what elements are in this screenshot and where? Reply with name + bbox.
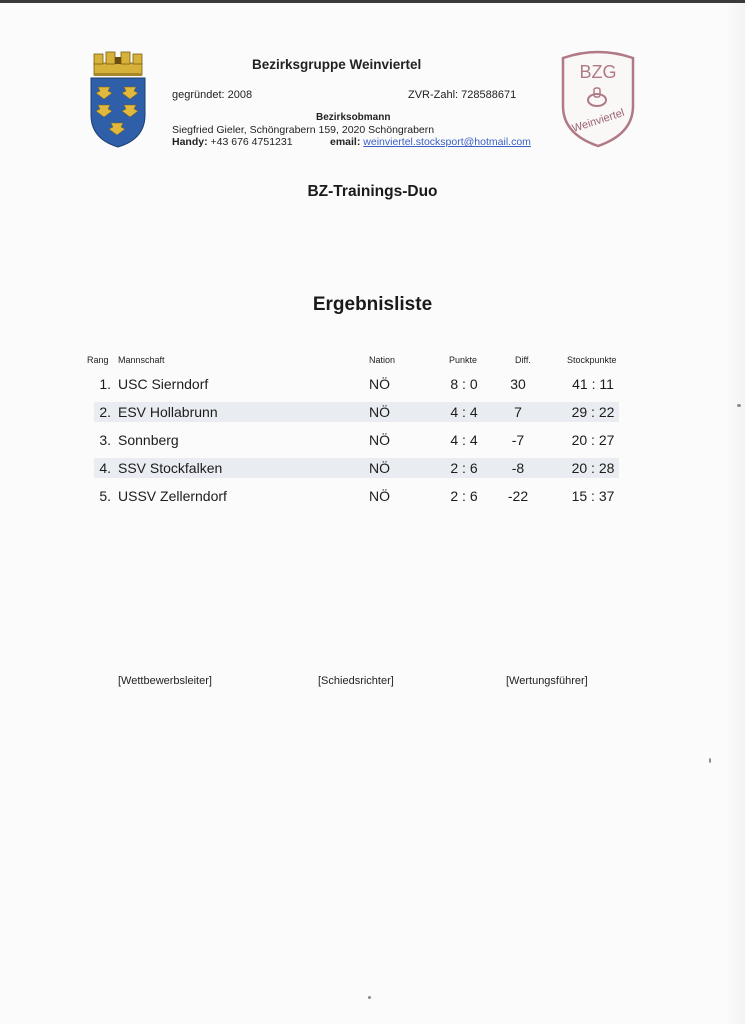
bzg-logo-text: BZG — [579, 62, 617, 82]
phone-number: +43 676 4751231 — [210, 136, 293, 148]
row-stockpunkte: 41 : 11 — [572, 376, 614, 392]
row-rank: 1. — [99, 376, 111, 392]
coat-of-arms-logo — [88, 49, 148, 149]
row-nation: NÖ — [369, 460, 390, 476]
row-team: ESV Hollabrunn — [118, 404, 218, 420]
founded-year: gegründet: 2008 — [172, 89, 253, 101]
results-list-title: Ergebnisliste — [312, 294, 433, 315]
table-row — [94, 374, 619, 394]
phone-line — [172, 136, 293, 148]
row-team: USC Sierndorf — [118, 376, 209, 392]
obmann-heading: Bezirksobmann — [316, 112, 391, 123]
col-header-team: Mannschaft — [118, 355, 165, 365]
scan-speck — [709, 758, 711, 763]
event-title: BZ-Trainings-Duo — [307, 183, 438, 200]
scan-right-edge — [725, 0, 745, 1024]
email-link[interactable]: weinviertel.stocksport@hotmail.com — [363, 136, 531, 148]
bzg-weinviertel-logo — [557, 48, 639, 150]
row-nation: NÖ — [369, 376, 390, 392]
row-stockpunkte: 20 : 27 — [571, 432, 615, 448]
row-rank: 2. — [99, 404, 111, 420]
signature-referee: [Schiedsrichter] — [318, 675, 394, 687]
col-header-punkte: Punkte — [449, 355, 478, 365]
row-rank: 5. — [99, 488, 111, 504]
row-punkte: 4 : 4 — [450, 404, 478, 420]
row-diff: 30 — [510, 376, 526, 392]
row-diff: -7 — [511, 432, 525, 448]
row-rank: 4. — [99, 460, 111, 476]
bzg-logo-subtext: Weinviertel — [570, 106, 626, 136]
table-row — [94, 486, 619, 506]
row-stockpunkte: 29 : 22 — [571, 404, 615, 420]
row-stockpunkte: 15 : 37 — [571, 488, 615, 504]
row-team: USSV Zellerndorf — [118, 488, 227, 504]
row-team: Sonnberg — [118, 432, 179, 448]
row-nation: NÖ — [369, 488, 390, 504]
scan-speck — [368, 996, 371, 999]
signature-scorekeeper: [Wertungsführer] — [506, 675, 588, 687]
table-row — [94, 458, 619, 478]
signature-competition-leader: [Wettbewerbsleiter] — [118, 675, 212, 687]
row-punkte: 2 : 6 — [450, 460, 478, 476]
organization-title: Bezirksgruppe Weinviertel — [252, 57, 422, 72]
row-diff: -8 — [511, 460, 525, 476]
row-rank: 3. — [99, 432, 111, 448]
row-punkte: 4 : 4 — [450, 432, 478, 448]
zvr-number: ZVR-Zahl: 728588671 — [408, 89, 517, 101]
col-header-diff: Diff. — [515, 355, 531, 365]
row-team: SSV Stockfalken — [118, 460, 223, 476]
row-punkte: 8 : 0 — [450, 376, 478, 392]
obmann-address: Siegfried Gieler, Schöngrabern 159, 2020 Schöngrabern — [172, 124, 435, 136]
email-line — [330, 136, 531, 148]
col-header-stockpunkte: Stockpunkte — [567, 355, 617, 365]
row-nation: NÖ — [369, 432, 390, 448]
row-stockpunkte: 20 : 28 — [571, 460, 615, 476]
row-diff: -22 — [507, 488, 529, 504]
phone-label: Handy: — [172, 136, 208, 148]
scan-speck — [737, 404, 741, 407]
row-punkte: 2 : 6 — [450, 488, 478, 504]
table-row — [94, 402, 619, 422]
scan-top-edge — [0, 0, 745, 3]
col-header-nation: Nation — [369, 355, 396, 365]
col-header-rang: Rang — [87, 355, 109, 365]
row-diff: 7 — [514, 404, 522, 420]
table-row — [94, 430, 619, 450]
email-label: email: — [330, 136, 361, 148]
row-nation: NÖ — [369, 404, 390, 420]
